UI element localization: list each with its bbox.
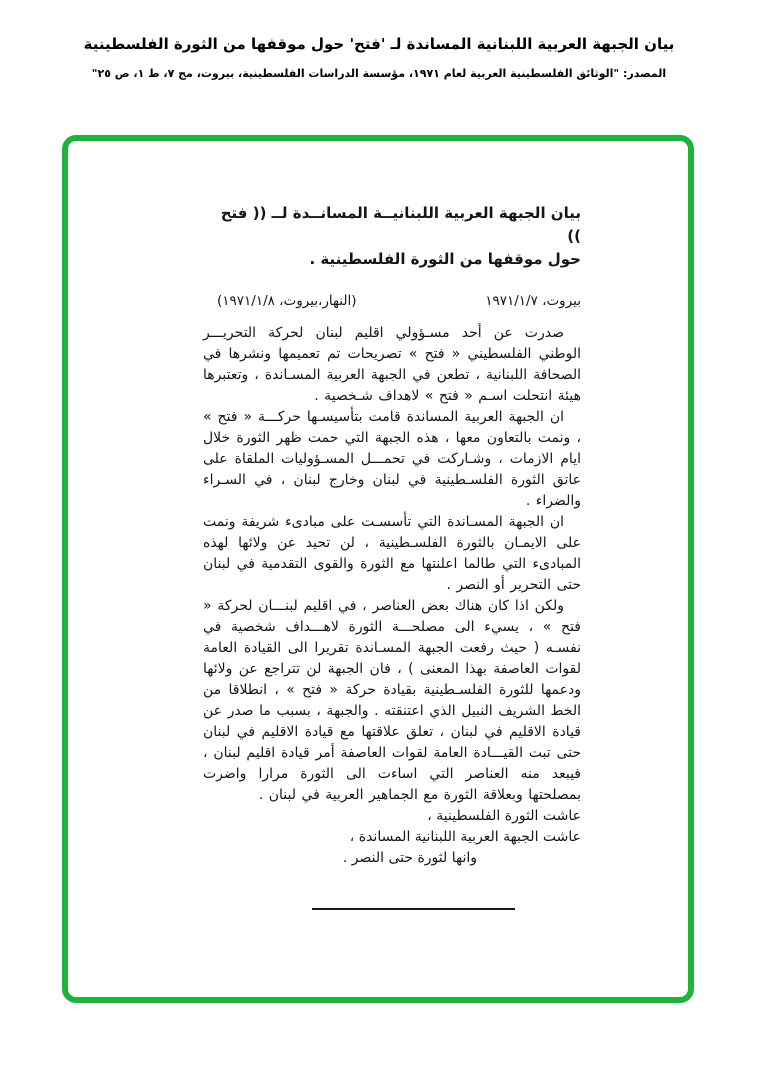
closing-slogans xyxy=(203,806,581,869)
document-title xyxy=(203,202,581,271)
paragraph-4: ولكن اذا كان هناك بعض العناصر ، في اقليم لبنـــان لحركة « فتح » ، يسيء الى مصلحـــة الثورة لاهـــداف شخصية في نفسـه ( حيث رفعت الجبهة المسـاندة تقريرا الى القيادة العامة لقوات العاصفة بهذا المعنى ) ، فان الجبهة لن تتراجع عن ولائها ودعمها للثورة الفلسـطينية بقيادة حركة « فتح » ، انطلاقا من الخط الشريف النبيل الذي اعتنقته . والجبهة ، بسبب ما صدر عن قيادة الاقليم في لبنان ، تعلق علاقتها مع قيادة الاقليم في لبنان حتى تبت القيـــادة العامة لقوات العاصفة أمر قيادة اقليم لبنان ، فيبعد منه العناصر التي اساءت الى الثورة مرارا واضرت بمصلحتها وبعلاقة الثورة مع الجماهير العربية في لبنان . xyxy=(203,598,581,803)
document-title-line2: حول موقفها من الثورة الفلسطينية . xyxy=(309,250,581,268)
page-header xyxy=(0,34,758,82)
dateline-publication: (النهار،بيروت، ١٩٧١/١/٨) xyxy=(217,293,357,309)
paragraph-2: ان الجبهة العربية المساندة قامت بتأسيسـها حركـــة « فتح » ، ونمت بالتعاون معها ، هذه الجبهة التي حمت ظهر الثورة خلال ايام الازمات ، وشـاركت في تحمـــل المسـؤوليات الملقاة على عاتق الثورة الفلسـطينية في لبنان وخارج لبنان ، في السـراء والضراء . xyxy=(203,409,581,509)
closing-line-2: عاشت الجبهة العربية اللبنانية المساندة ، xyxy=(349,829,581,845)
document-scan-frame xyxy=(62,135,694,1003)
dateline xyxy=(203,292,581,310)
closing-line-1: عاشت الثورة الفلسطينية ، xyxy=(427,808,581,824)
paragraph-1: صدرت عن أحد مسـؤولي اقليم لبنان لحركة التحريـــر الوطني الفلسطيني « فتح » تصريحات تم تعميمها ونشرها في الصحافة اللبنانية ، تطعن في الجبهة العربية المسـاندة ، وتعتبرها هيئة انتحلت اسـم « فتح » لاهداف شـخصية . xyxy=(203,325,581,404)
document-body xyxy=(203,323,581,806)
document-title-line1: بيان الجبهة العربية اللبنانيــة المسانــدة لــ (( فتح )) xyxy=(220,204,581,245)
end-rule xyxy=(312,908,515,910)
dateline-place-date: بيروت، ١٩٧١/١/٧ xyxy=(485,293,581,309)
closing-line-3: وانها لثورة حتى النصر . xyxy=(342,850,477,866)
header-source-citation: المصدر: "الوثائق الفلسطينية العربية لعام ١٩٧١، مؤسسة الدراسات الفلسطينية، بيروت، مج ٧، ط ١، ص ٢٥" xyxy=(91,67,667,80)
paragraph-3: ان الجبهة المسـاندة التي تأسسـت على مبادىء شريفة ونمت على الايمـان بالثورة الفلسـطينية ، لن تحيد عن ولائها لهذه المبادىء التي طالما اعلنتها مع الثورة والقوى التقدمية في لبنان حتى التحرير أو النصر . xyxy=(203,514,581,593)
header-title: بيان الجبهة العربية اللبنانية المساندة لـ 'فتح' حول موقفها من الثورة الفلسطينية xyxy=(83,35,675,53)
document-scan xyxy=(203,202,581,910)
